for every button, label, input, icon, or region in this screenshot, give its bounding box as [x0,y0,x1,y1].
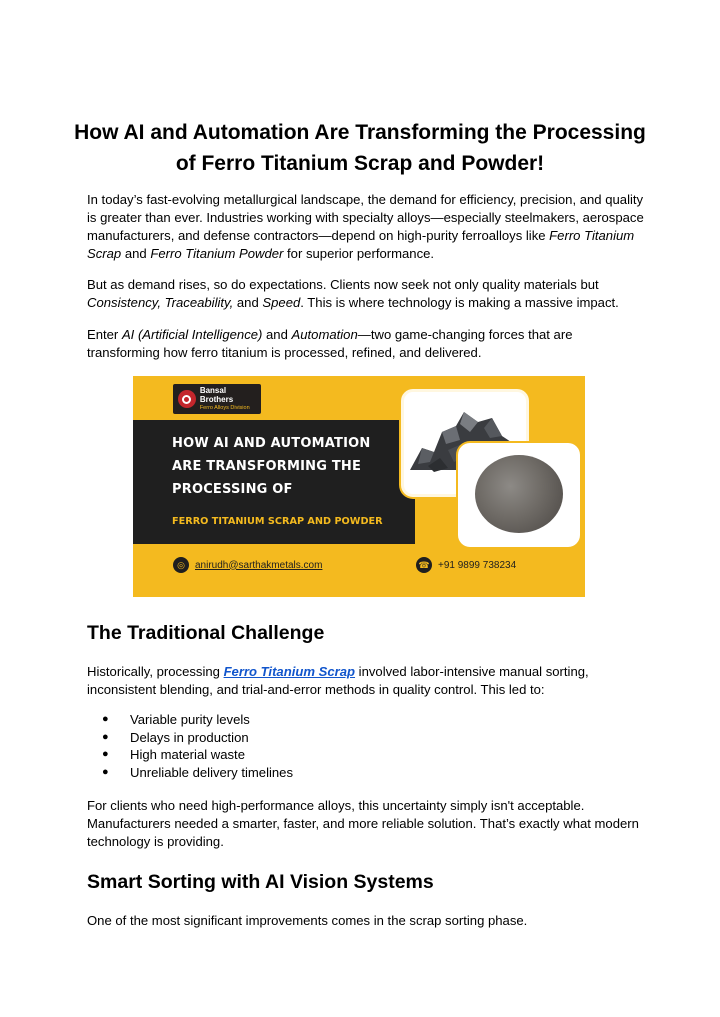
intro-p3-pre: Enter [87,327,122,342]
intro-p2-text: But as demand rises, so do expectations. Clients now seek not only quality materials but [87,277,599,292]
powder-pile-illustration [475,455,563,533]
intro-p1-text: In today’s fast-evolving metallurgical landscape, the demand for efficiency, precision, and quality is greater than ever. Industries working with specialty alloys—especially steelmakers, aerospace manufacturers, and defense contractors—depend on high-purity ferroalloys like [87,192,644,243]
banner-headline-line-1: HOW AI AND AUTOMATION [172,436,371,451]
intro-p3-emphasis-ai: AI (Artificial Intelligence) [121,327,263,342]
challenge-paragraph-2: For clients who need high-performance alloys, this uncertainty simply isn't acceptable. Manufacturers needed a smarter, faster, and more reliable solution. That’s exactly what modern technology is providing. [87,798,639,849]
globe-icon: ◎ [173,557,189,573]
list-item: ● Delays in production [102,729,249,745]
banner-headline-panel [133,420,415,544]
intro-p1-emphasis-powder: Ferro Titanium Powder [150,246,284,261]
banner-headline-line-2: ARE TRANSFORMING THE [172,459,362,474]
banner-image [133,376,585,597]
banner-headline-line-3: PROCESSING OF [172,482,293,497]
phone-icon: ☎ [416,557,432,573]
intro-p3-emphasis-automation: Automation [291,327,358,342]
list-item: ● High material waste [102,747,245,763]
challenge-paragraph-1 [87,663,647,699]
page-title: How AI and Automation Are Transforming the Processing of Ferro Titanium Scrap and Powder! [74,121,646,175]
intro-p2-emphasis-speed: Speed [262,295,301,310]
banner-phone [416,554,516,576]
intro-p2-and: and [233,295,263,310]
intro-paragraph-2 [87,276,647,312]
intro-p1-emphasis-scrap: Ferro Titanium Scrap [87,228,635,261]
challenge-bullet-list [87,711,293,782]
smart-sorting-paragraph-1: One of the most significant improvements comes in the scrap sorting phase. [87,913,528,928]
banner-phone-text: +91 9899 738234 [438,559,517,571]
intro-p2-emphasis-consistency: Consistency, Traceability, [87,295,234,310]
logo-mark-icon [178,390,196,408]
intro-p1-tail: for superior performance. [283,246,435,261]
ferro-titanium-scrap-link[interactable]: Ferro Titanium Scrap [223,664,356,679]
banner-email [173,554,322,576]
banner-email-text: anirudh@sarthakmetals.com [195,559,323,571]
company-logo [173,384,261,414]
section-heading-smart-sorting: Smart Sorting with AI Vision Systems [87,871,434,893]
intro-paragraph-3 [87,326,647,362]
list-item: ● Variable purity levels [102,712,250,727]
intro-p2-tail: . This is where technology is making a massive impact. [300,295,619,310]
powder-photo [458,443,580,547]
list-item: ● Unreliable delivery timelines [102,765,294,781]
logo-name: Bansal Brothers [199,385,234,404]
intro-p3-tail: —two game-changing forces that are transforming how ferro titanium is processed, refined, and delivered. [87,327,573,360]
intro-paragraph-1 [87,191,647,263]
logo-subtitle: Ferro Alloys Division [199,404,250,411]
section-heading-traditional-challenge: The Traditional Challenge [87,622,325,644]
intro-p3-and: and [262,327,292,342]
challenge-p1-tail: involved labor-intensive manual sorting, inconsistent blending, and trial-and-error methods in quality control. This led to: [87,664,589,697]
challenge-p1-pre: Historically, processing [87,664,224,679]
banner-subheadline: FERRO TITANIUM SCRAP AND POWDER [172,516,383,527]
intro-p1-and: and [121,246,151,261]
